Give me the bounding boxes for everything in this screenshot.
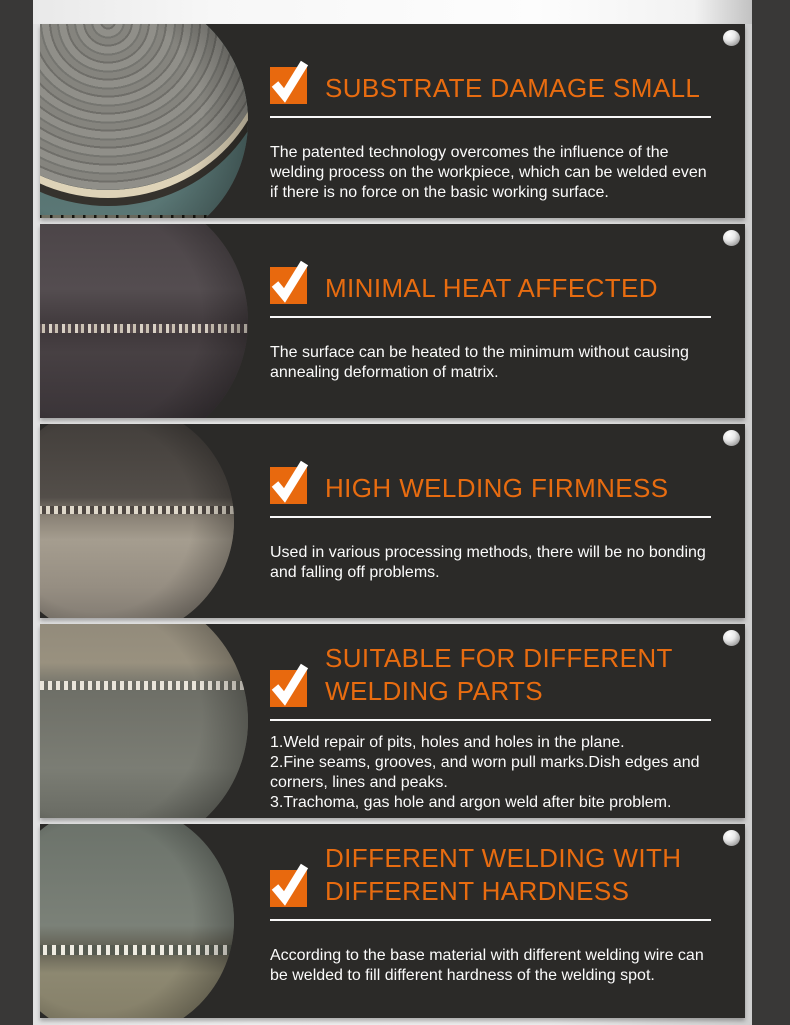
photo-vignette bbox=[40, 624, 248, 818]
screw-dot-icon bbox=[723, 430, 740, 446]
feature-title bbox=[325, 272, 658, 305]
check-icon bbox=[270, 258, 307, 305]
feature-heading-row bbox=[270, 258, 711, 305]
top-gradient-band bbox=[33, 0, 752, 24]
feature-card-list bbox=[33, 24, 752, 1018]
feature-description bbox=[270, 733, 711, 813]
screw-dot-icon bbox=[723, 830, 740, 846]
feature-title-line: SUITABLE FOR DIFFERENT bbox=[325, 643, 673, 673]
feature-heading-row bbox=[270, 458, 711, 505]
feature-description-paragraph: According to the base material with different welding wire can be welded to fill different hardness of the welding spot. bbox=[270, 947, 704, 984]
feature-card bbox=[40, 24, 745, 218]
photo-vignette bbox=[40, 424, 234, 618]
feature-content bbox=[250, 24, 745, 218]
feature-heading-row bbox=[270, 642, 711, 708]
weld-sample-photo bbox=[40, 424, 250, 618]
weld-sample-photo-circle bbox=[40, 24, 248, 218]
feature-description-paragraph: 2.Fine seams, grooves, and worn pull marks.Dish edges and corners, lines and peaks. bbox=[270, 754, 700, 791]
weld-sample-photo-circle bbox=[40, 224, 248, 418]
screw-dot-icon bbox=[723, 30, 740, 46]
check-icon bbox=[270, 58, 307, 105]
feature-title-line: DIFFERENT WELDING WITH bbox=[325, 843, 682, 873]
feature-content bbox=[250, 424, 745, 618]
screw-dot-icon bbox=[723, 630, 740, 646]
title-underline bbox=[270, 116, 711, 118]
weld-sample-photo bbox=[40, 624, 250, 818]
title-underline bbox=[270, 919, 711, 921]
weld-sample-photo bbox=[40, 24, 250, 218]
feature-title-line: HIGH WELDING FIRMNESS bbox=[325, 473, 669, 503]
photo-vignette bbox=[40, 824, 234, 1018]
feature-card bbox=[40, 224, 745, 418]
feature-description bbox=[270, 543, 711, 583]
feature-title-line: WELDING PARTS bbox=[325, 676, 544, 706]
check-icon bbox=[270, 661, 307, 708]
weld-sample-photo-circle bbox=[40, 824, 234, 1018]
content-panel bbox=[33, 0, 752, 1025]
feature-title-line: MINIMAL HEAT AFFECTED bbox=[325, 273, 658, 303]
weld-sample-photo-circle bbox=[40, 424, 234, 618]
feature-title bbox=[325, 842, 681, 908]
feature-content bbox=[250, 624, 745, 818]
feature-description bbox=[270, 143, 711, 203]
feature-description-paragraph: 3.Trachoma, gas hole and argon weld after bite problem. bbox=[270, 794, 672, 811]
screw-dot-icon bbox=[723, 230, 740, 246]
feature-description-paragraph: Used in various processing methods, there will be no bonding and falling off problems. bbox=[270, 544, 706, 581]
feature-heading-row bbox=[270, 842, 711, 908]
title-underline bbox=[270, 516, 711, 518]
feature-title bbox=[325, 642, 673, 708]
feature-title bbox=[325, 472, 669, 505]
feature-content bbox=[250, 224, 745, 418]
feature-title-line: SUBSTRATE DAMAGE SMALL bbox=[325, 73, 701, 103]
title-underline bbox=[270, 719, 711, 721]
feature-title-line: DIFFERENT HARDNESS bbox=[325, 876, 630, 906]
feature-description bbox=[270, 946, 711, 986]
check-icon bbox=[270, 861, 307, 908]
photo-vignette bbox=[40, 24, 248, 218]
feature-title bbox=[325, 72, 700, 105]
feature-card bbox=[40, 624, 745, 818]
weld-sample-photo bbox=[40, 824, 250, 1018]
title-underline bbox=[270, 316, 711, 318]
feature-card bbox=[40, 424, 745, 618]
feature-content bbox=[250, 824, 745, 1018]
feature-description bbox=[270, 343, 711, 383]
check-icon bbox=[270, 458, 307, 505]
feature-description-paragraph: The patented technology overcomes the influence of the welding process on the workpiece, which can be welded even if there is no force on the basic working surface. bbox=[270, 144, 707, 201]
weld-sample-photo bbox=[40, 224, 250, 418]
feature-card bbox=[40, 824, 745, 1018]
feature-description-paragraph: 1.Weld repair of pits, holes and holes in the plane. bbox=[270, 734, 625, 751]
feature-heading-row bbox=[270, 58, 711, 105]
weld-sample-photo-circle bbox=[40, 624, 248, 818]
feature-description-paragraph: The surface can be heated to the minimum without causing annealing deformation of matrix. bbox=[270, 344, 689, 381]
photo-vignette bbox=[40, 224, 248, 418]
